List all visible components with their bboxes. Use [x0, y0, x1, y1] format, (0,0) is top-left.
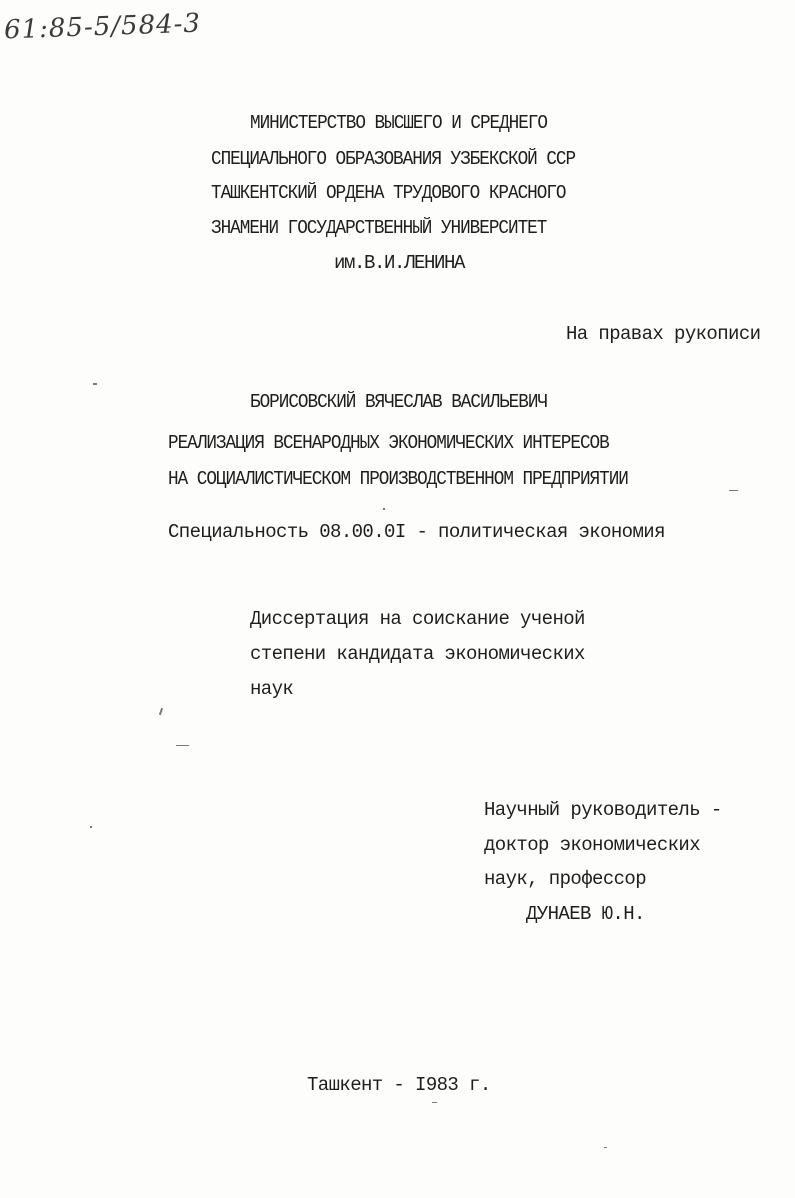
place-and-year: Ташкент - I983 г.	[307, 1074, 491, 1096]
scan-speck	[432, 1102, 437, 1103]
supervisor-line-3: наук, профессор	[484, 868, 647, 890]
scan-speck	[729, 490, 738, 491]
archive-mark: 61:85-5/584-3	[3, 8, 202, 46]
manuscript-note: На правах рукописи	[566, 323, 761, 345]
scan-speck	[159, 708, 163, 715]
dissertation-line-3: наук	[250, 678, 294, 700]
dissertation-line-1: Диссертация на соискание ученой	[250, 608, 585, 630]
ministry-line-1: МИНИСТЕРСТВО ВЫСШЕГО И СРЕДНЕГО	[250, 112, 548, 134]
supervisor-line-1: Научный руководитель -	[484, 799, 722, 821]
title-line-2: НА СОЦИАЛИСТИЧЕСКОМ ПРОИЗВОДСТВЕННОМ ПРЕДПРИЯТИИ	[168, 468, 628, 490]
scan-speck	[383, 508, 385, 510]
specialty: Специальность 08.00.0I - политическая экономия	[168, 521, 665, 543]
scan-speck	[604, 1147, 607, 1148]
scan-speck	[93, 383, 97, 385]
dissertation-line-2: степени кандидата экономических	[250, 643, 585, 665]
scan-speck	[90, 826, 92, 828]
ministry-line-2: СПЕЦИАЛЬНОГО ОБРАЗОВАНИЯ УЗБЕКСКОЙ ССР	[211, 148, 576, 170]
title-line-1: РЕАЛИЗАЦИЯ ВСЕНАРОДНЫХ ЭКОНОМИЧЕСКИХ ИНТЕРЕСОВ	[168, 432, 609, 454]
ministry-line-4: ЗНАМЕНИ ГОСУДАРСТВЕННЫЙ УНИВЕРСИТЕТ	[211, 217, 547, 239]
ministry-line-3: ТАШКЕНТСКИЙ ОРДЕНА ТРУДОВОГО КРАСНОГО	[211, 182, 566, 204]
supervisor-name: ДУНАЕВ Ю.Н.	[526, 903, 645, 925]
scan-speck	[176, 745, 189, 746]
supervisor-line-2: доктор экономических	[484, 834, 701, 856]
ministry-line-5: им.В.И.ЛЕНИНА	[334, 252, 465, 274]
author-name: БОРИСОВСКИЙ ВЯЧЕСЛАВ ВАСИЛЬЕВИЧ	[250, 391, 548, 413]
